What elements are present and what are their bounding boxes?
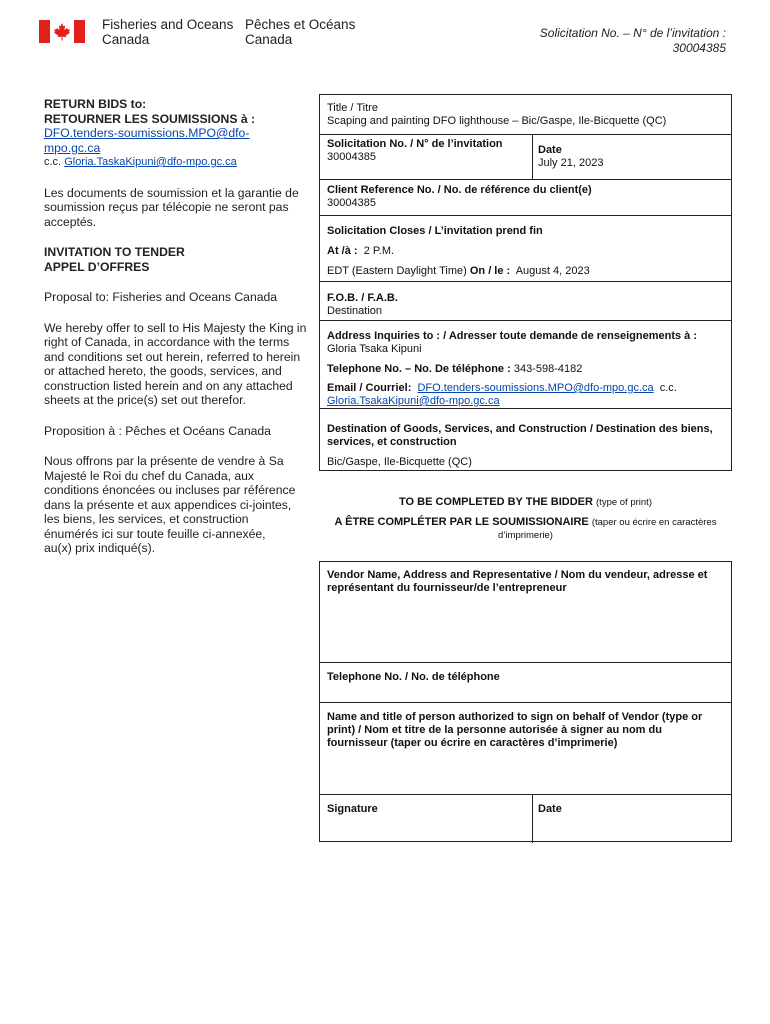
closing-field: Solicitation Closes / L’invitation prend fin At /à : 2 P.M. EDT (Eastern Daylight Time) On / le : August 4, 2023 bbox=[327, 225, 590, 277]
retourner-heading: RETOURNER LES SOUMISSIONS à : bbox=[44, 111, 256, 126]
authorized-person-field[interactable]: Name and title of person authorized to sign on behalf of Vendor (type or print) / Nom et titre de la personne autorisée à signer au nom du fournisseur (taper ou écrire en caractères d’imprimerie) bbox=[327, 711, 703, 749]
solicitation-header: Solicitation No. – N° de l’invitation : 30004385 bbox=[539, 26, 726, 55]
inquiry-email-link[interactable]: DFO.tenders-soumissions.MPO@dfo-mpo.gc.ca bbox=[417, 382, 654, 394]
inquiries-field: Address Inquiries to : / Adresser toute demande de renseignements à : Gloria Tsaka Kipuni Telephone No. – No. De téléphone : 343-598-4182 Email / Courriel: DFO.tenders-soumissions.MPO@dfo-mpo.gc.ca c.c. Gloria.TsakaKipuni@dfo-mpo.gc.ca bbox=[327, 330, 698, 407]
client-reference-field: Client Reference No. / No. de référence du client(e) 30004385 bbox=[327, 184, 592, 209]
offer-text-en: We hereby offer to sell to His Majesty the King in right of Canada, in accordance with the terms and conditions set out herein, referred to herein or attached hereto, the goods, services, and construction listed herein and on any attached sheets at the price(s) set out therefor. bbox=[44, 320, 307, 407]
title-field: Title / Titre Scaping and painting DFO lighthouse – Bic/Gaspe, Ile-Bicquette (QC) bbox=[327, 102, 667, 127]
inquiry-cc-email-link[interactable]: Gloria.TsakaKipuni@dfo-mpo.gc.ca bbox=[327, 395, 500, 407]
date-field: Date July 21, 2023 bbox=[538, 144, 604, 169]
vendor-name-field[interactable]: Vendor Name, Address and Representative / Nom du vendeur, adresse et représentant du fournisseur/de l’entrepreneur bbox=[327, 569, 708, 594]
vendor-phone-field[interactable]: Telephone No. / No. de téléphone bbox=[327, 671, 500, 683]
left-column bbox=[44, 97, 310, 556]
solicitation-no-field: Solicitation No. / N° de l’invitation 30004385 bbox=[327, 138, 503, 163]
offer-text-fr: Nous offrons par la présente de vendre à Sa Majesté le Roi du chef du Canada, aux conditions énoncées ou incluses par référence dans la présente et aux appendices ci-jointes, les biens, les services, et construction énumérés ici sur toute feuille ci-annexée, au(x) prix indiqué(s). bbox=[44, 454, 296, 555]
department-name-fr: Pêches et Océans Canada bbox=[245, 17, 356, 47]
bid-email-link[interactable]: DFO.tenders-soumissions.MPO@dfo- mpo.gc.ca bbox=[44, 126, 250, 155]
proposal-to: Proposal to: Fisheries and Oceans Canada bbox=[44, 290, 278, 304]
vendor-info-box bbox=[319, 561, 732, 842]
invitation-heading-en: INVITATION TO TENDER bbox=[44, 245, 185, 259]
solicitation-info-box bbox=[319, 94, 732, 471]
bidder-instruction-en: TO BE COMPLETED BY THE BIDDER (type of print) bbox=[399, 496, 652, 508]
bidder-instruction-fr: A ÊTRE COMPLÉTER PAR LE SOUMISSIONAIRE (taper ou écrire en caractères d’imprimerie) bbox=[334, 516, 717, 541]
cc-prefix: c.c. bbox=[44, 156, 62, 168]
department-name-en: Fisheries and Oceans Canada bbox=[102, 17, 234, 47]
cc-email-link[interactable]: Gloria.TaskaKipuni@dfo-mpo.gc.ca bbox=[64, 156, 237, 168]
canada-flag-icon bbox=[39, 20, 85, 43]
fob-field: F.O.B. / F.A.B. Destination bbox=[327, 292, 398, 317]
return-bids-heading: RETURN BIDS to: bbox=[44, 97, 147, 111]
signature-field[interactable]: Signature bbox=[327, 803, 378, 815]
fax-notice: Les documents de soumission et la garantie de soumission reçus par télécopie ne seront pas acceptés. bbox=[44, 185, 299, 229]
destination-field: Destination of Goods, Services, and Construction / Destination des biens, services, et construction Bic/Gaspe, Ile-Bicquette (QC) bbox=[327, 423, 713, 468]
proposition: Proposition à : Pêches et Océans Canada bbox=[44, 423, 271, 438]
invitation-heading-fr: APPEL D’OFFRES bbox=[44, 259, 150, 274]
vendor-date-field[interactable]: Date bbox=[538, 803, 562, 815]
